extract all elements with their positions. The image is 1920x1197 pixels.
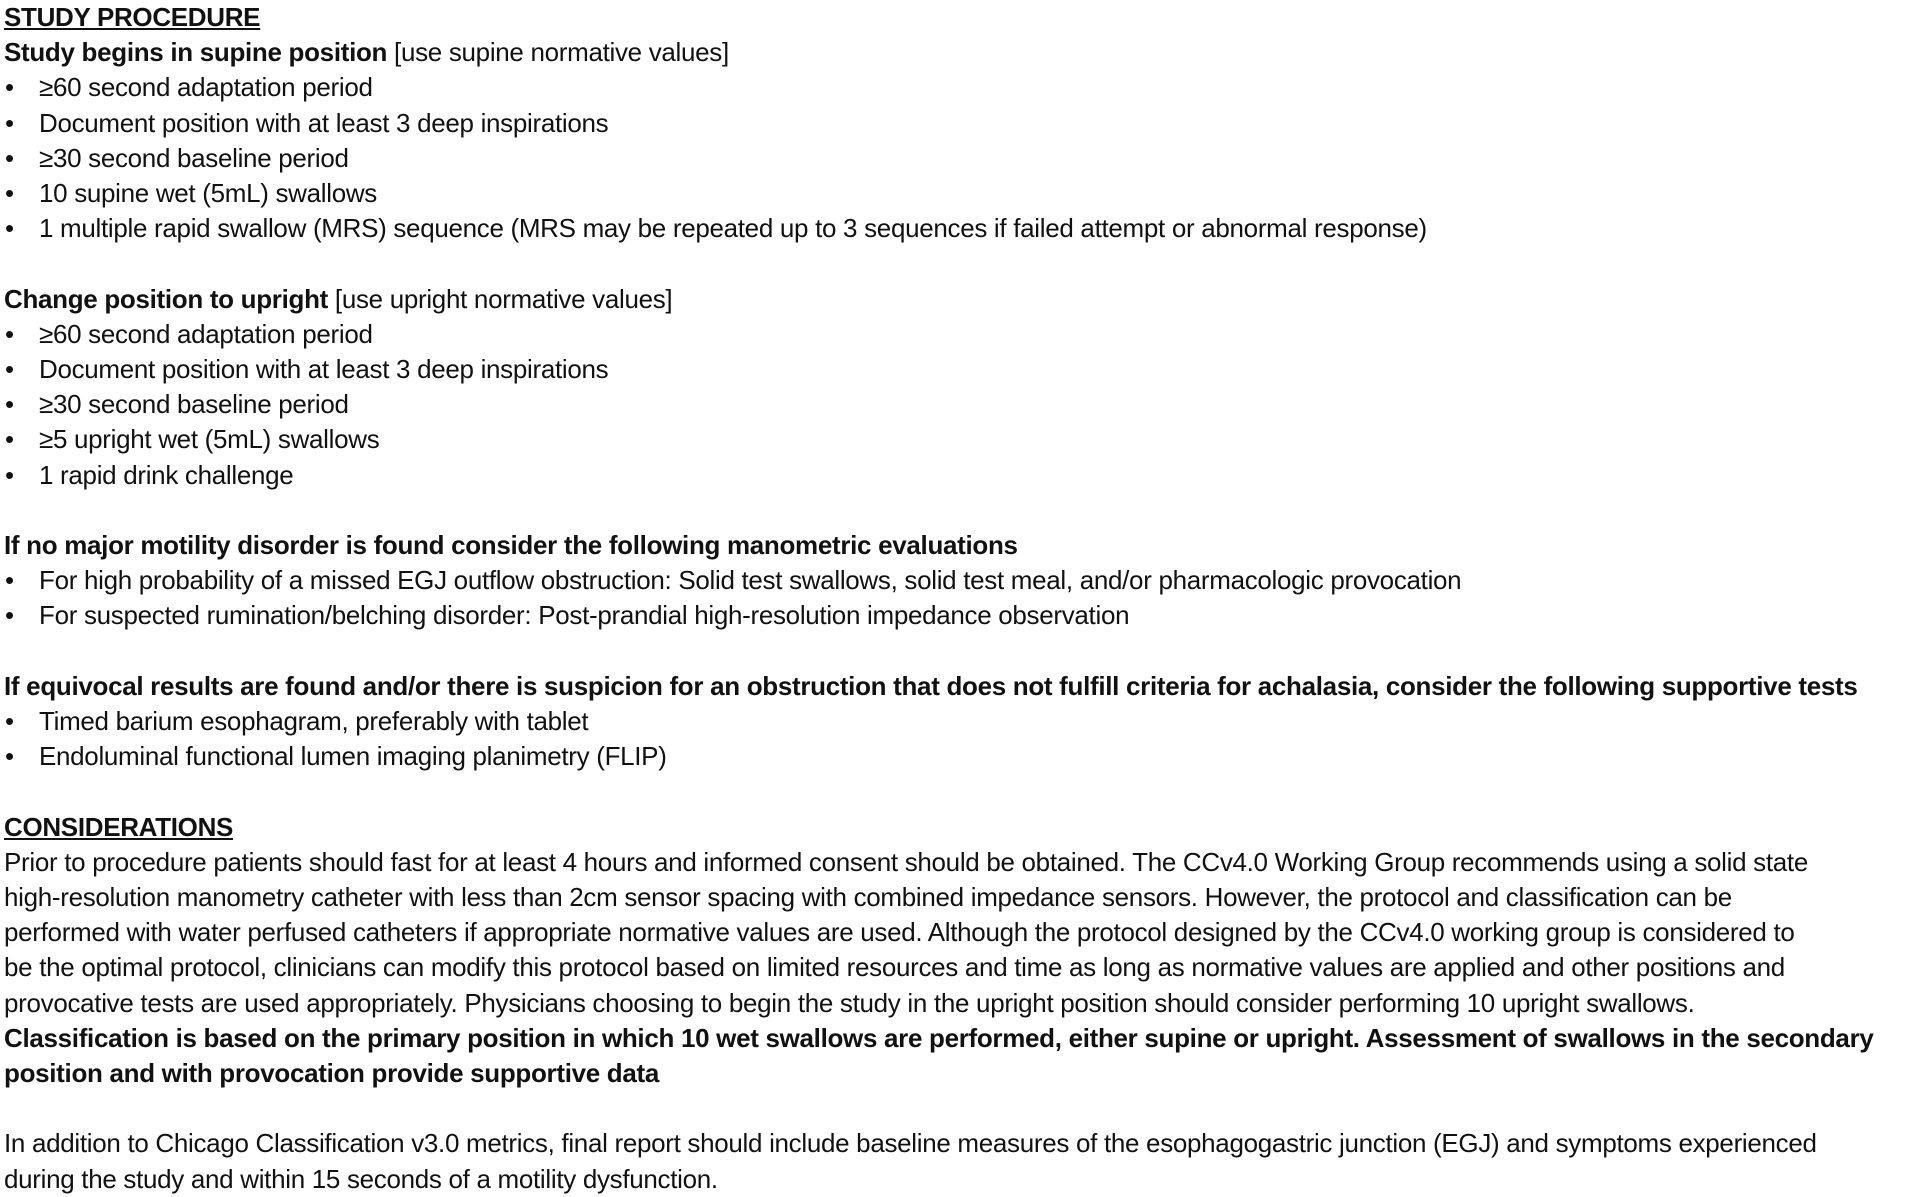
list-item-text: For high probability of a missed EGJ outflow obstruction: Solid test swallows, solid test meal, and/or pharmacologic provocation bbox=[39, 565, 1462, 596]
upright-section-title bbox=[4, 282, 1916, 317]
bullet-icon: • bbox=[5, 72, 14, 103]
list-item bbox=[4, 352, 1916, 387]
list-item-text: Timed barium esophagram, preferably with tablet bbox=[39, 706, 589, 737]
greater-equal-symbol: ≥ bbox=[39, 72, 53, 103]
equivocal-title: If equivocal results are found and/or there is suspicion for an obstruction that does not fulfill criteria for achalasia, consider the following supportive tests bbox=[4, 670, 1858, 701]
supine-note: [use supine normative values] bbox=[394, 37, 729, 68]
paragraph-line: In addition to Chicago Classification v3.0 metrics, final report should include baseline measures of the esophagogastric junction (EGJ) and symptoms experienced bbox=[4, 1128, 1817, 1159]
upright-note: [use upright normative values] bbox=[334, 283, 673, 314]
list-item bbox=[4, 211, 1916, 246]
list-item bbox=[4, 704, 1916, 739]
no-disorder-title: If no major motility disorder is found consider the following manometric evaluations bbox=[4, 530, 1018, 561]
list-item bbox=[4, 422, 1916, 457]
bullet-icon: • bbox=[5, 459, 14, 490]
paragraph-line: Prior to procedure patients should fast for at least 4 hours and informed consent should be obtained. The CCv4.0 Working Group recommends using a solid state bbox=[4, 846, 1808, 877]
list-item bbox=[4, 176, 1916, 211]
supine-steps-list bbox=[4, 70, 1916, 246]
list-item bbox=[4, 598, 1916, 633]
paragraph-line: provocative tests are used appropriately. Physicians choosing to begin the study in the upright position should consider performing 10 upright swallows. bbox=[4, 987, 1695, 1018]
list-item-text: Endoluminal functional lumen imaging planimetry (FLIP) bbox=[39, 741, 667, 772]
list-item-text: 1 multiple rapid swallow (MRS) sequence (MRS may be repeated up to 3 sequences if failed attempt or abnormal response) bbox=[39, 213, 1427, 244]
greater-equal-symbol: ≥ bbox=[39, 389, 53, 420]
paragraph-line: performed with water perfused catheters if appropriate normative values are used. Although the protocol designed by the CCv4.0 working group is considered to bbox=[4, 917, 1795, 948]
greater-equal-symbol: ≥ bbox=[39, 424, 53, 455]
considerations-heading: CONSIDERATIONS bbox=[4, 811, 234, 842]
list-item-text: 30 second baseline period bbox=[52, 389, 349, 420]
bullet-icon: • bbox=[5, 142, 14, 173]
list-item-text: 1 rapid drink challenge bbox=[39, 459, 294, 490]
list-item-text: 60 second adaptation period bbox=[52, 72, 373, 103]
final-report-paragraph bbox=[4, 1126, 1916, 1196]
spacer bbox=[4, 493, 1916, 528]
list-item-text: For suspected rumination/belching disorder: Post-prandial high-resolution impedance observation bbox=[39, 600, 1130, 631]
list-item bbox=[4, 458, 1916, 493]
equivocal-list bbox=[4, 704, 1916, 774]
bullet-icon: • bbox=[5, 213, 14, 244]
considerations-paragraph bbox=[4, 845, 1916, 1021]
bullet-icon: • bbox=[5, 565, 14, 596]
list-item bbox=[4, 563, 1916, 598]
spacer bbox=[4, 1091, 1916, 1126]
spacer bbox=[4, 246, 1916, 281]
list-item-text: 30 second baseline period bbox=[52, 142, 349, 173]
supine-title: Study begins in supine position bbox=[4, 37, 388, 68]
bullet-icon: • bbox=[5, 706, 14, 737]
bold-paragraph-line: position and with provocation provide supportive data bbox=[4, 1058, 660, 1089]
bold-paragraph-line: Classification is based on the primary position in which 10 wet swallows are performed, either supine or upright. Assessment of swallows in the secondary bbox=[4, 1022, 1874, 1053]
list-item bbox=[4, 106, 1916, 141]
greater-equal-symbol: ≥ bbox=[39, 318, 53, 349]
paragraph-line: during the study and within 15 seconds of a motility dysfunction. bbox=[4, 1163, 718, 1194]
upright-title: Change position to upright bbox=[4, 283, 328, 314]
paragraph-line: high-resolution manometry catheter with less than 2cm sensor spacing with combined impedance sensors. However, the protocol and classification can be bbox=[4, 882, 1732, 913]
list-item bbox=[4, 70, 1916, 105]
list-item bbox=[4, 739, 1916, 774]
list-item-text: 10 supine wet (5mL) swallows bbox=[39, 178, 377, 209]
upright-steps-list bbox=[4, 317, 1916, 493]
greater-equal-symbol: ≥ bbox=[39, 142, 53, 173]
document bbox=[4, 0, 1916, 1197]
bullet-icon: • bbox=[5, 178, 14, 209]
list-item bbox=[4, 387, 1916, 422]
paragraph-line: be the optimal protocol, clinicians can modify this protocol based on limited resources and time as long as normative values are applied and other positions and bbox=[4, 952, 1785, 983]
spacer bbox=[4, 774, 1916, 809]
supine-section-title bbox=[4, 35, 1916, 70]
list-item-text: Document position with at least 3 deep inspirations bbox=[39, 354, 609, 385]
bullet-icon: • bbox=[5, 389, 14, 420]
list-item-text: Document position with at least 3 deep inspirations bbox=[39, 107, 609, 138]
no-disorder-list bbox=[4, 563, 1916, 633]
classification-note bbox=[4, 1021, 1916, 1091]
study-procedure-heading: STUDY PROCEDURE bbox=[4, 2, 261, 32]
bullet-icon: • bbox=[5, 600, 14, 631]
spacer bbox=[4, 634, 1916, 669]
bullet-icon: • bbox=[5, 354, 14, 385]
list-item bbox=[4, 317, 1916, 352]
bullet-icon: • bbox=[5, 424, 14, 455]
bullet-icon: • bbox=[5, 107, 14, 138]
list-item-text: 5 upright wet (5mL) swallows bbox=[52, 424, 380, 455]
bullet-icon: • bbox=[5, 741, 14, 772]
list-item bbox=[4, 141, 1916, 176]
bullet-icon: • bbox=[5, 318, 14, 349]
list-item-text: 60 second adaptation period bbox=[52, 318, 373, 349]
